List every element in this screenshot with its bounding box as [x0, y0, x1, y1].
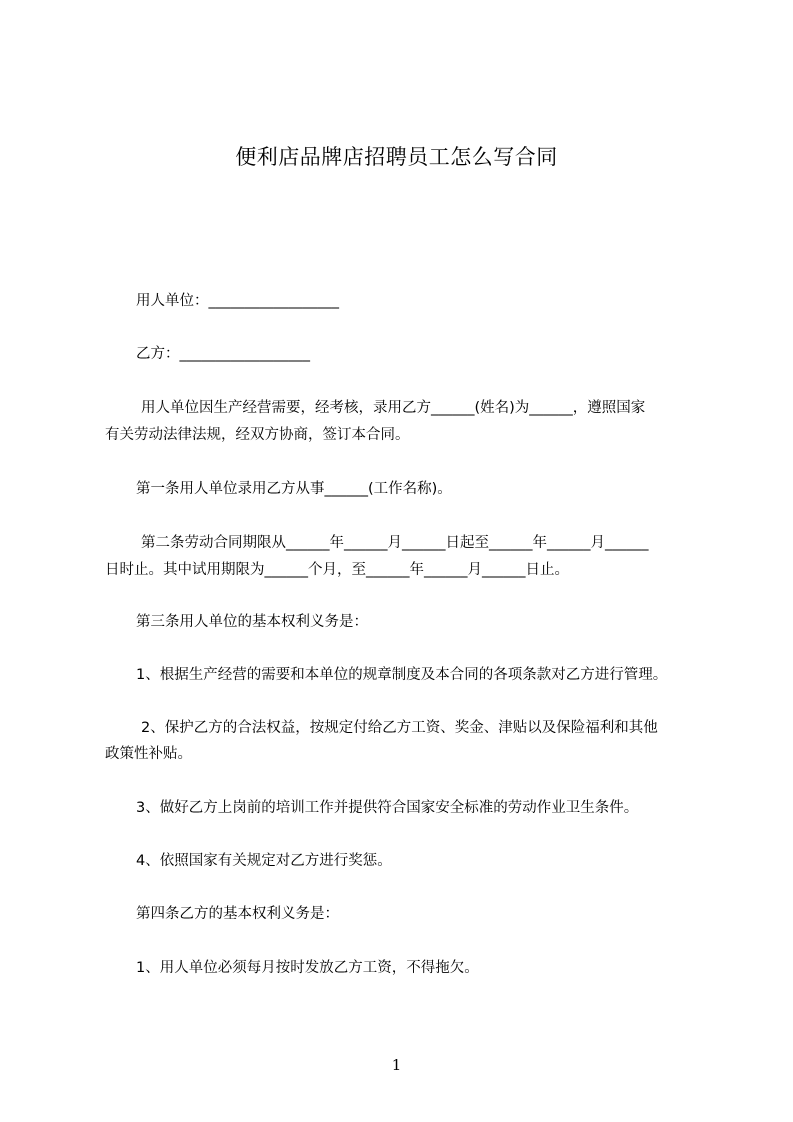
article-2-line-2: 日时止。其中试用期限为______个月，至______年______月______日止。 [105, 562, 569, 578]
document-title: 便利店品牌店招聘员工怎么写合同 [235, 145, 558, 169]
article-4-item-1: 1、用人单位必须每月按时发放乙方工资，不得拖欠。 [136, 960, 479, 976]
article-3-item-2-line-1: 2、保护乙方的合法权益，按规定付给乙方工资、奖金、津贴以及保险福利和其他 [141, 720, 658, 736]
article-3-item-1: 1、根据生产经营的需要和本单位的规章制度及本合同的各项条款对乙方进行管理。 [136, 667, 668, 683]
article-3-item-4: 4、依照国家有关规定对乙方进行奖惩。 [136, 853, 392, 869]
employer-field: 用人单位：__________________ [136, 293, 339, 309]
party-b-field: 乙方：__________________ [136, 346, 310, 362]
article-4-heading: 第四条乙方的基本权利义务是： [136, 906, 339, 922]
article-2-line-1: 第二条劳动合同期限从______年______月______日起至______年______月______ [141, 535, 649, 551]
page-number: 1 [391, 1056, 402, 1074]
article-3-item-2-line-2: 政策性补贴。 [105, 746, 192, 762]
article-1: 第一条用人单位录用乙方从事______(工作名称)。 [136, 481, 452, 497]
article-3-heading: 第三条用人单位的基本权利义务是： [136, 614, 368, 630]
intro-paragraph-line-2: 有关劳动法律法规，经双方协商，签订本合同。 [105, 427, 410, 443]
intro-paragraph-line-1: 用人单位因生产经营需要，经考核，录用乙方______(姓名)为______，遵照国家 [141, 400, 646, 416]
article-3-item-3: 3、做好乙方上岗前的培训工作并提供符合国家安全标准的劳动作业卫生条件。 [136, 800, 639, 816]
